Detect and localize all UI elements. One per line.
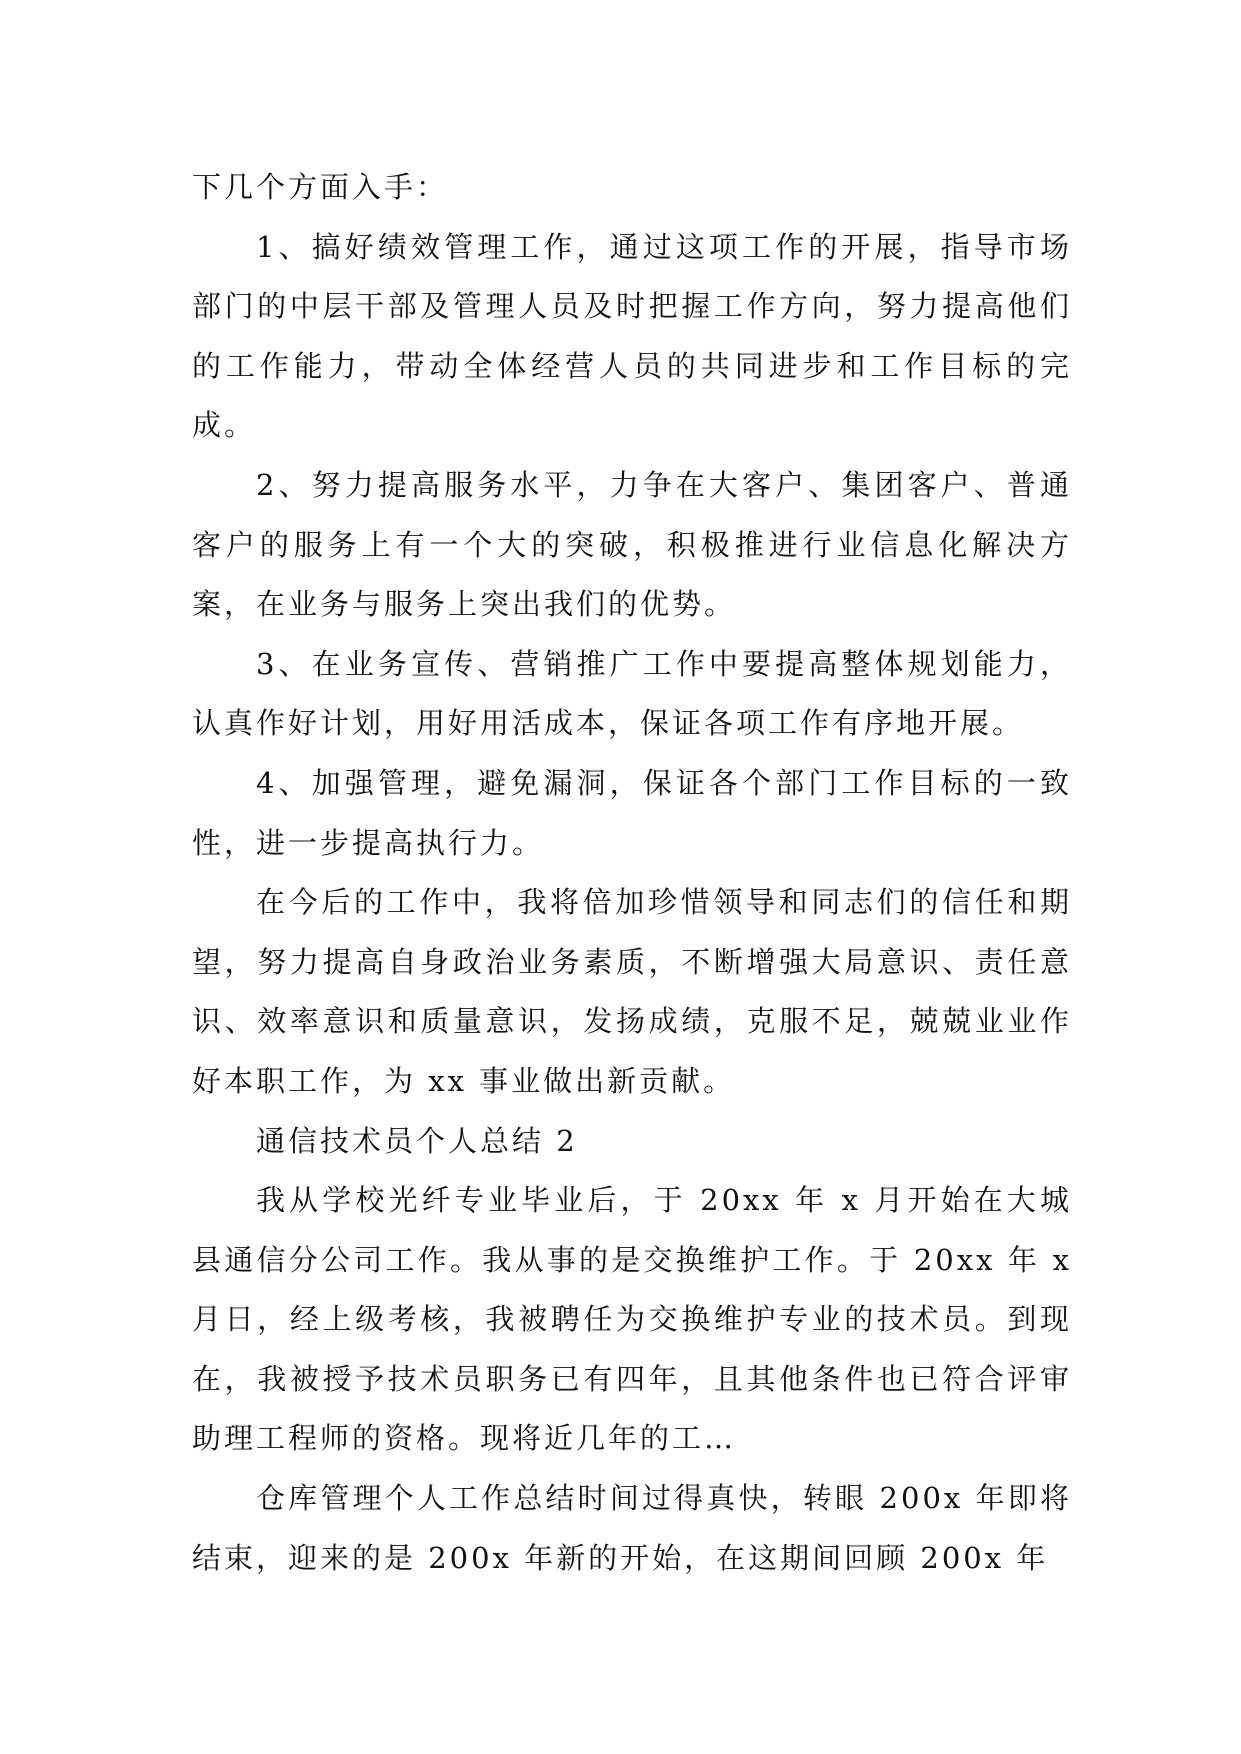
paragraph-item-1: 1、搞好绩效管理工作，通过这项工作的开展，指导市场部门的中层干部及管理人员及时把握工作方向，努力提高他们的工作能力，带动全体经营人员的共同进步和工作目标的完成。 (192, 229, 1072, 443)
paragraph-intro: 下几个方面入手： (192, 170, 449, 204)
section-heading: 通信技术员个人总结 2 (256, 1123, 578, 1158)
document-body (192, 158, 1072, 1588)
paragraph-item-4: 4、加强管理，避免漏洞，保证各个部门工作目标的一致性，进一步提高执行力。 (192, 765, 1072, 860)
paragraph-item-2: 2、努力提高服务水平，力争在大客户、集团客户、普通客户的服务上有一个大的突破，积极推进行业信息化解决方案，在业务与服务上突出我们的优势。 (192, 467, 1072, 622)
paragraph-summary-2: 我从学校光纤专业毕业后，于 20xx 年 x 月开始在大城县通信分公司工作。我从事的是交换维护工作。于 20xx 年 x 月日，经上级考核，我被聘任为交换维护专业的技术员。到现在，我被授予技术员职务已有四年，且其他条件也已符合评审助理工程师的资格。现将近几年的工… (192, 1183, 1072, 1456)
paragraph-warehouse-summary: 仓库管理个人工作总结时间过得真快，转眼 200x 年即将结束，迎来的是 200x 年新的开始，在这期间回顾 200x 年 (192, 1481, 1072, 1575)
paragraph-conclusion: 在今后的工作中，我将倍加珍惜领导和同志们的信任和期望，努力提高自身政治业务素质，不断增强大局意识、责任意识、效率意识和质量意识，发扬成绩，克服不足，兢兢业业作好本职工作，为 xx 事业做出新贡献。 (192, 885, 1072, 1098)
paragraph-item-3: 3、在业务宣传、营销推广工作中要提高整体规划能力，认真作好计划，用好用活成本，保证各项工作有序地开展。 (192, 646, 1072, 741)
